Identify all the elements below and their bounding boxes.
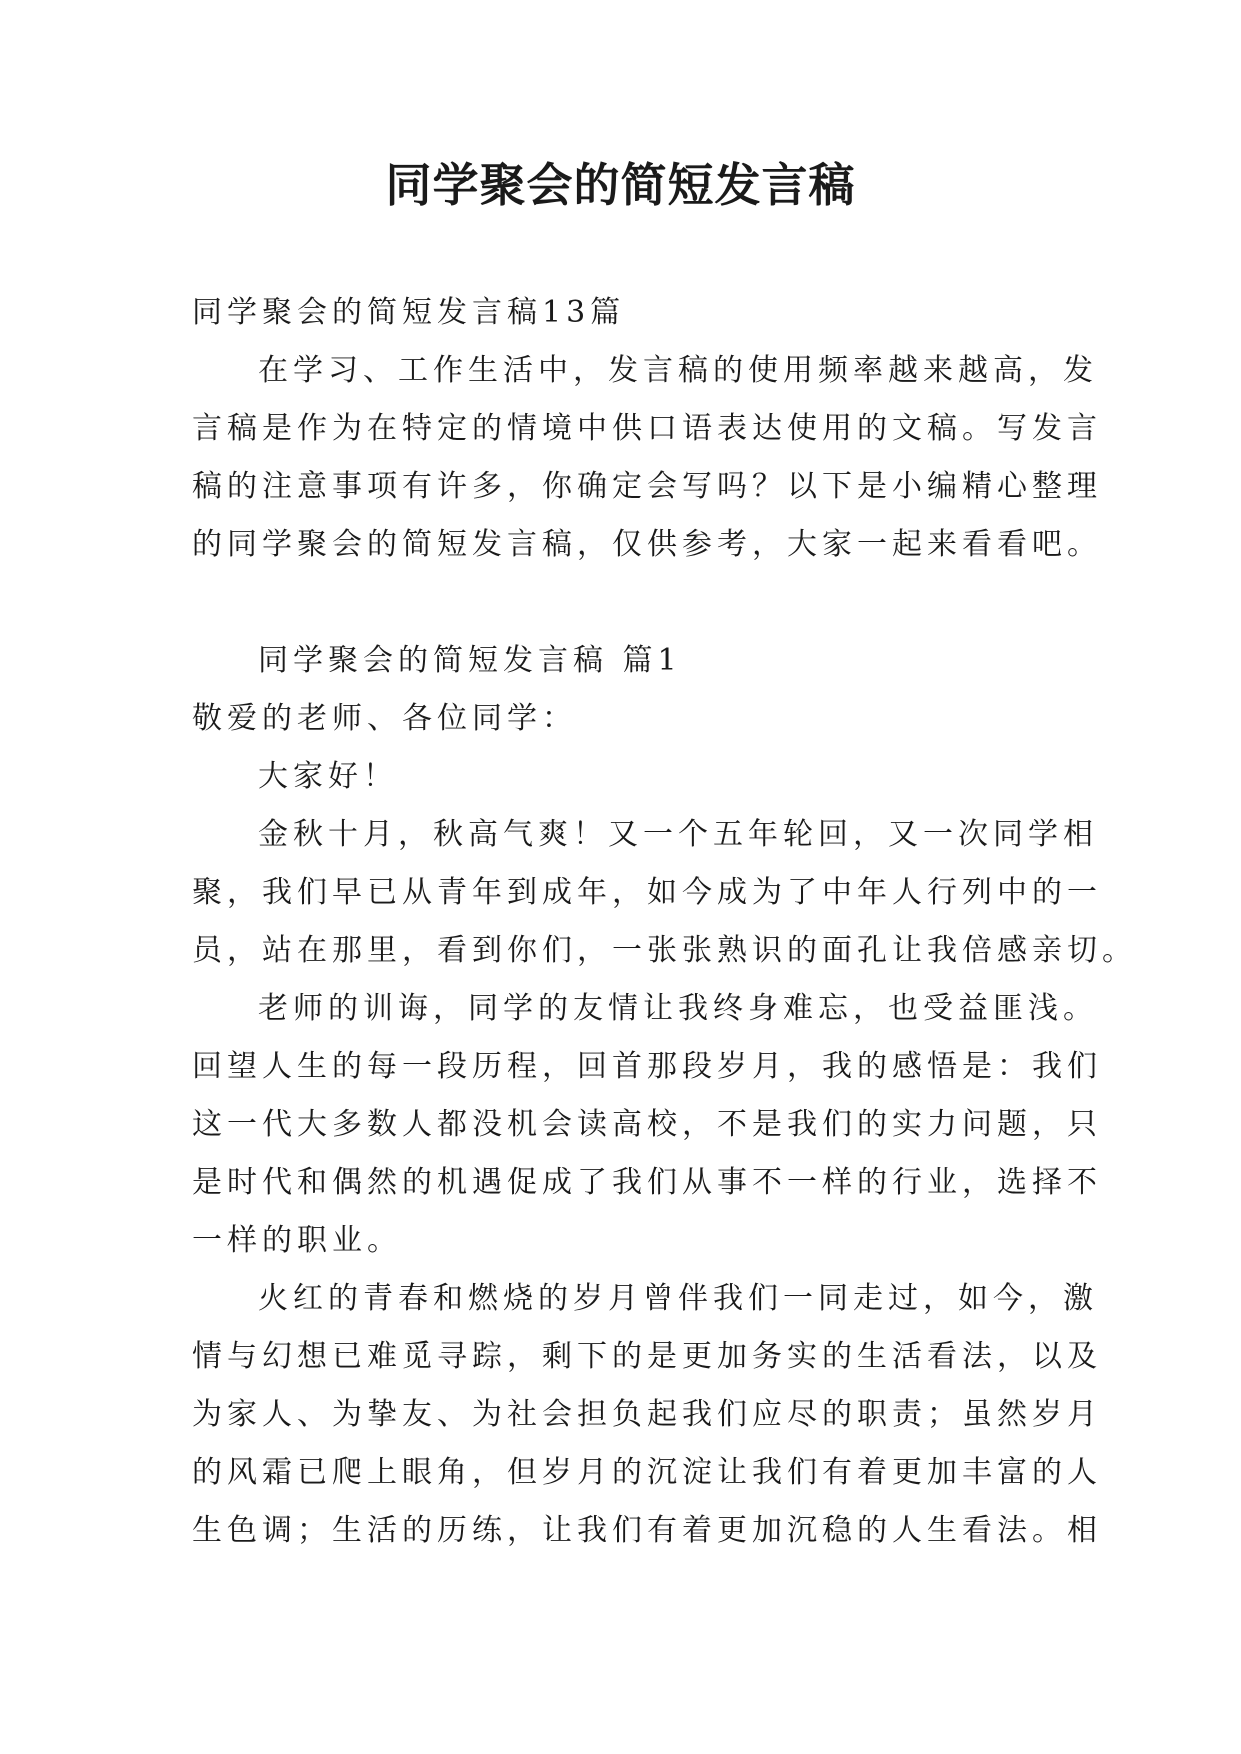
paragraph-line: 回望人生的每一段历程，回首那段岁月，我的感悟是：我们 <box>192 1049 1102 1084</box>
paragraph-line: 一样的职业。 <box>192 1223 402 1258</box>
paragraph-line: 金秋十月，秋高气爽！又一个五年轮回，又一次同学相 <box>258 817 1098 852</box>
paragraph-line: 老师的训诲，同学的友情让我终身难忘，也受益匪浅。 <box>258 991 1098 1026</box>
paragraph-line: 这一代大多数人都没机会读高校，不是我们的实力问题，只 <box>192 1107 1102 1142</box>
paragraph-line: 的风霜已爬上眼角，但岁月的沉淀让我们有着更加丰富的人 <box>192 1455 1102 1490</box>
section-heading: 同学聚会的简短发言稿 篇1 <box>258 643 682 678</box>
paragraph-line: 为家人、为挚友、为社会担负起我们应尽的职责；虽然岁月 <box>192 1397 1102 1432</box>
subtitle-line: 同学聚会的简短发言稿13篇 <box>192 295 626 330</box>
salutation-line: 敬爱的老师、各位同学： <box>192 701 577 736</box>
paragraph-line: 生色调；生活的历练，让我们有着更加沉稳的人生看法。相 <box>192 1513 1102 1548</box>
greeting-line: 大家好！ <box>258 759 398 794</box>
paragraph-line: 情与幻想已难觅寻踪，剩下的是更加务实的生活看法，以及 <box>192 1339 1102 1374</box>
paragraph-line: 在学习、工作生活中，发言稿的使用频率越来越高，发 <box>258 353 1098 388</box>
paragraph-line: 的同学聚会的简短发言稿，仅供参考，大家一起来看看吧。 <box>192 527 1102 562</box>
blank-line <box>192 574 1062 632</box>
paragraph-line: 言稿是作为在特定的情境中供口语表达使用的文稿。写发言 <box>192 411 1102 446</box>
page-title: 同学聚会的简短发言稿 <box>385 158 856 212</box>
paragraph-line: 火红的青春和燃烧的岁月曾伴我们一同走过，如今，激 <box>258 1281 1098 1316</box>
paragraph-line: 稿的注意事项有许多，你确定会写吗？以下是小编精心整理 <box>192 469 1102 504</box>
paragraph-line: 是时代和偶然的机遇促成了我们从事不一样的行业，选择不 <box>192 1165 1102 1200</box>
paragraph-line: 员，站在那里，看到你们，一张张熟识的面孔让我倍感亲切。 <box>192 933 1137 968</box>
paragraph-line: 聚，我们早已从青年到成年，如今成为了中年人行列中的一 <box>192 875 1102 910</box>
document-body <box>192 284 1137 1560</box>
